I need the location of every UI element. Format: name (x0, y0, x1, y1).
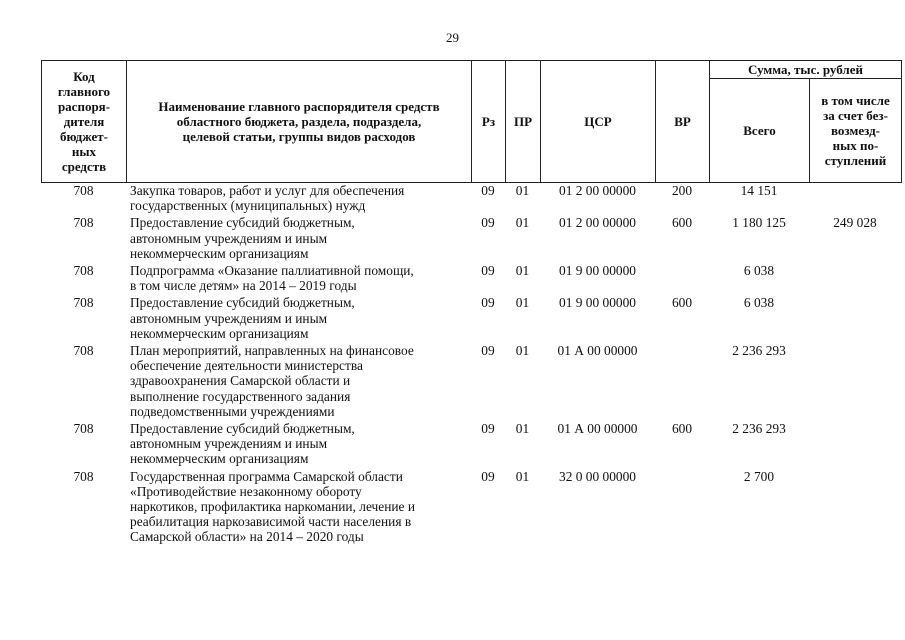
cell-pr: 01 (515, 215, 530, 231)
name-line: Подпрограмма «Оказание паллиативной помощи, (130, 263, 414, 279)
cell-rz: 09 (481, 183, 495, 198)
cell-free (809, 469, 901, 547)
cell-total: 14 151 (740, 183, 778, 198)
name-line: обеспечение деятельности министерства (130, 358, 363, 374)
name-line: реабилитация наркозависимой части населения в (130, 514, 412, 530)
header-line: Наименование главного распорядителя средств (158, 99, 440, 114)
cell-total: 2 236 293 (732, 421, 786, 437)
name-line: в том числе детям» на 2014 – 2019 годы (130, 278, 357, 294)
table-row (41, 343, 901, 421)
header-line: в том числе (821, 93, 890, 108)
name-line: Закупка товаров, работ и услуг для обеспечения (130, 183, 405, 198)
cell-vr (655, 263, 709, 295)
header-line: главного (57, 84, 111, 99)
cell-kod: 708 (73, 295, 94, 311)
cell-name (126, 343, 471, 421)
header-line: возмезд- (831, 123, 880, 138)
header-total: Всего (710, 79, 810, 183)
cell-kod: 708 (73, 421, 94, 437)
cell-rz: 09 (481, 468, 495, 484)
cell-csr: 01 9 00 00000 (559, 295, 636, 311)
name-line: автономным учреждениям и иным (130, 436, 328, 452)
budget-table (41, 183, 901, 547)
cell-name (126, 183, 471, 215)
cell-pr: 01 (515, 343, 530, 359)
header-sum: Сумма, тыс. рублей (710, 61, 902, 79)
cell-rz: 09 (481, 343, 495, 359)
name-line: наркотиков, профилактика наркомании, лечение и (130, 499, 416, 515)
cell-free (809, 295, 901, 343)
cell-free (809, 421, 901, 469)
header-csr: ЦСР (541, 61, 656, 183)
name-line: автономным учреждениям и иным (130, 310, 328, 326)
cell-csr: 01 А 00 00000 (557, 421, 638, 437)
table-header (41, 60, 902, 183)
header-line: целевой статьи, группы видов расходов (182, 129, 416, 144)
cell-csr: 01 А 00 00000 (557, 343, 638, 359)
header-line: ных по- (832, 138, 879, 153)
cell-total: 1 180 125 (732, 215, 786, 231)
name-line: подведомственными учреждениями (130, 403, 335, 419)
table-body (41, 183, 901, 547)
cell-pr: 01 (515, 183, 530, 198)
cell-name (126, 263, 471, 295)
header-line: распоря- (57, 99, 111, 114)
cell-csr: 32 0 00 00000 (559, 468, 636, 484)
cell-name (126, 215, 471, 263)
cell-total: 2 236 293 (732, 343, 786, 359)
cell-free (809, 343, 901, 421)
cell-total: 2 700 (743, 468, 775, 484)
cell-pr: 01 (515, 468, 530, 484)
table-row (41, 295, 901, 343)
header-line: дителя (63, 114, 105, 129)
name-line: Самарской области» на 2014 – 2020 годы (130, 529, 364, 545)
cell-csr: 01 2 00 00000 (559, 183, 636, 198)
header-kod-lines (44, 69, 124, 174)
cell-vr: 600 (671, 295, 693, 311)
cell-name (126, 295, 471, 343)
cell-kod: 708 (73, 215, 94, 231)
cell-kod: 708 (73, 263, 94, 279)
cell-vr: 600 (671, 215, 693, 231)
cell-csr: 01 9 00 00000 (559, 263, 636, 279)
header-pr: ПР (506, 61, 541, 183)
cell-csr: 01 2 00 00000 (559, 215, 636, 231)
name-line: здравоохранения Самарской области и (130, 373, 351, 389)
table-row (41, 469, 901, 547)
header-line: областного бюджета, раздела, подраздела, (176, 114, 422, 129)
cell-total: 6 038 (743, 263, 775, 279)
cell-kod: 708 (73, 468, 94, 484)
name-line: государственных (муниципальных) нужд (130, 198, 366, 214)
header-line: средств (61, 159, 107, 174)
header-kod (42, 61, 127, 183)
cell-rz: 09 (481, 421, 495, 437)
cell-kod: 708 (73, 183, 94, 198)
cell-free: 249 028 (833, 215, 877, 231)
name-line: выполнение государственного задания (130, 388, 351, 404)
header-line: ных (71, 144, 97, 159)
cell-free (809, 263, 901, 295)
table-row (41, 183, 901, 215)
cell-name (126, 469, 471, 547)
table-row (41, 421, 901, 469)
table-row (41, 215, 901, 263)
page-number: 29 (446, 30, 459, 45)
name-line: некоммерческим организациям (130, 451, 309, 467)
table-row (41, 263, 901, 295)
name-line: Государственная программа Самарской области (130, 468, 403, 484)
name-line: Предоставление субсидий бюджетным, (130, 421, 355, 437)
cell-pr: 01 (515, 295, 530, 311)
cell-pr: 01 (515, 421, 530, 437)
cell-rz: 09 (481, 215, 495, 231)
header-vr: ВР (656, 61, 710, 183)
name-line: некоммерческим организациям (130, 325, 309, 341)
header-name (127, 61, 472, 183)
header-line: бюджет- (59, 129, 108, 144)
cell-total: 6 038 (743, 295, 775, 311)
cell-name (126, 421, 471, 469)
header-free-lines (812, 93, 899, 168)
header-line: за счет без- (823, 108, 888, 123)
header-rz: Рз (472, 61, 506, 183)
cell-rz: 09 (481, 295, 495, 311)
header-free (810, 79, 902, 183)
cell-vr (655, 343, 709, 421)
header-name-lines (129, 99, 469, 144)
name-line: План мероприятий, направленных на финансовое (130, 343, 414, 359)
header-line: Код (73, 69, 95, 84)
cell-vr: 600 (671, 421, 693, 437)
header-line: ступлений (824, 153, 887, 168)
cell-free (809, 183, 901, 215)
cell-kod: 708 (73, 343, 94, 359)
name-line: Предоставление субсидий бюджетным, (130, 215, 355, 231)
cell-rz: 09 (481, 263, 495, 279)
name-line: некоммерческим организациям (130, 245, 309, 261)
cell-vr: 200 (671, 183, 693, 198)
name-line: «Противодействие незаконному обороту (130, 483, 362, 499)
cell-pr: 01 (515, 263, 530, 279)
name-line: автономным учреждениям и иным (130, 230, 328, 246)
cell-vr (655, 469, 709, 547)
name-line: Предоставление субсидий бюджетным, (130, 295, 355, 311)
